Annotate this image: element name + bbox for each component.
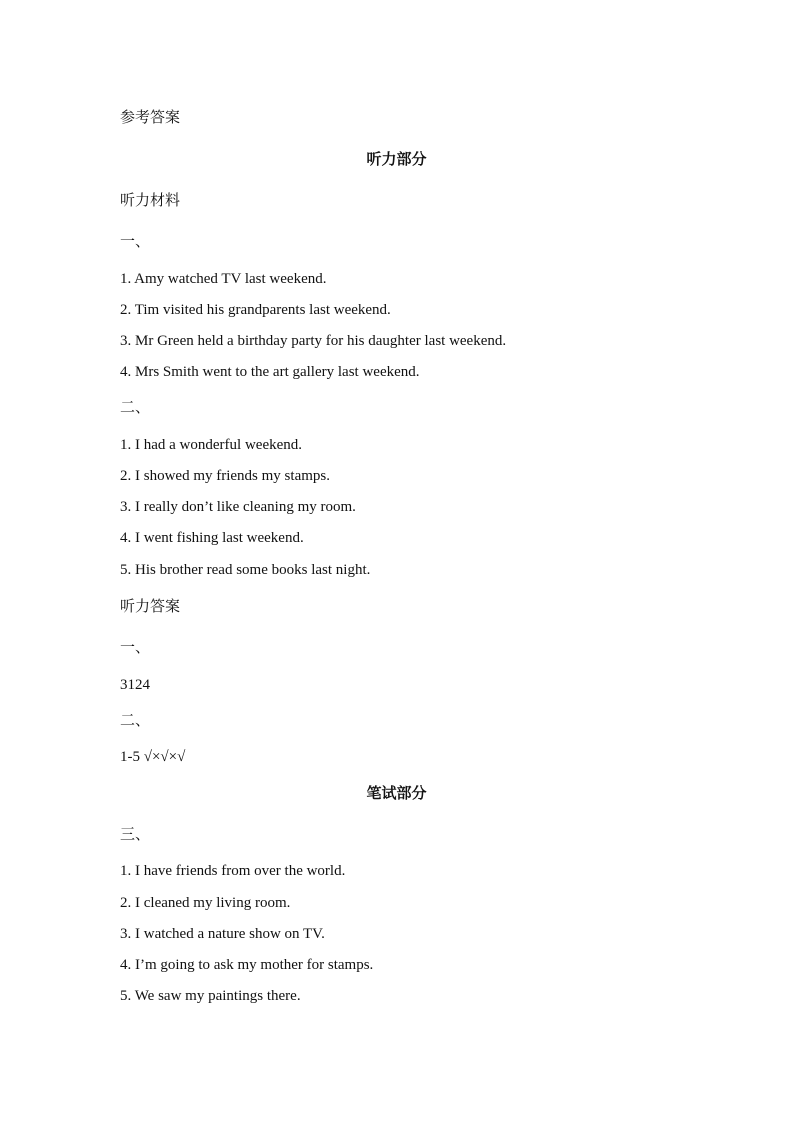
list-item: 2. I cleaned my living room. bbox=[120, 895, 291, 911]
list-item: 5. His brother read some books last night. bbox=[120, 562, 371, 578]
list-item: 2. Tim visited his grandparents last weekend. bbox=[120, 302, 391, 318]
document-title: 参考答案 bbox=[120, 108, 181, 126]
list-item: 4. Mrs Smith went to the art gallery last weekend. bbox=[120, 364, 420, 380]
list-item: 4. I’m going to ask my mother for stamps. bbox=[120, 957, 374, 973]
answers-section1-label: 一、 bbox=[120, 638, 151, 656]
answers-section2-value: 1-5 √×√×√ bbox=[120, 749, 186, 765]
answers-section2-label: 二、 bbox=[120, 711, 151, 729]
list-item: 2. I showed my friends my stamps. bbox=[120, 468, 330, 484]
list-item: 4. I went fishing last weekend. bbox=[120, 530, 304, 546]
list-item: 1. Amy watched TV last weekend. bbox=[120, 271, 327, 287]
list-item: 3. I really don’t like cleaning my room. bbox=[120, 499, 356, 515]
section1-label: 一、 bbox=[120, 232, 151, 250]
section3-label: 三、 bbox=[120, 825, 151, 843]
section2-label: 二、 bbox=[120, 398, 151, 416]
answers-section1-value: 3124 bbox=[120, 677, 150, 693]
written-heading: 笔试部分 bbox=[366, 784, 427, 802]
list-item: 5. We saw my paintings there. bbox=[120, 988, 301, 1004]
list-item: 1. I have friends from over the world. bbox=[120, 863, 346, 879]
list-item: 3. I watched a nature show on TV. bbox=[120, 926, 325, 942]
listening-answers-label: 听力答案 bbox=[120, 597, 181, 615]
list-item: 1. I had a wonderful weekend. bbox=[120, 437, 303, 453]
listening-materials-label: 听力材料 bbox=[120, 191, 181, 209]
listening-heading: 听力部分 bbox=[366, 150, 427, 168]
list-item: 3. Mr Green held a birthday party for his daughter last weekend. bbox=[120, 333, 507, 349]
